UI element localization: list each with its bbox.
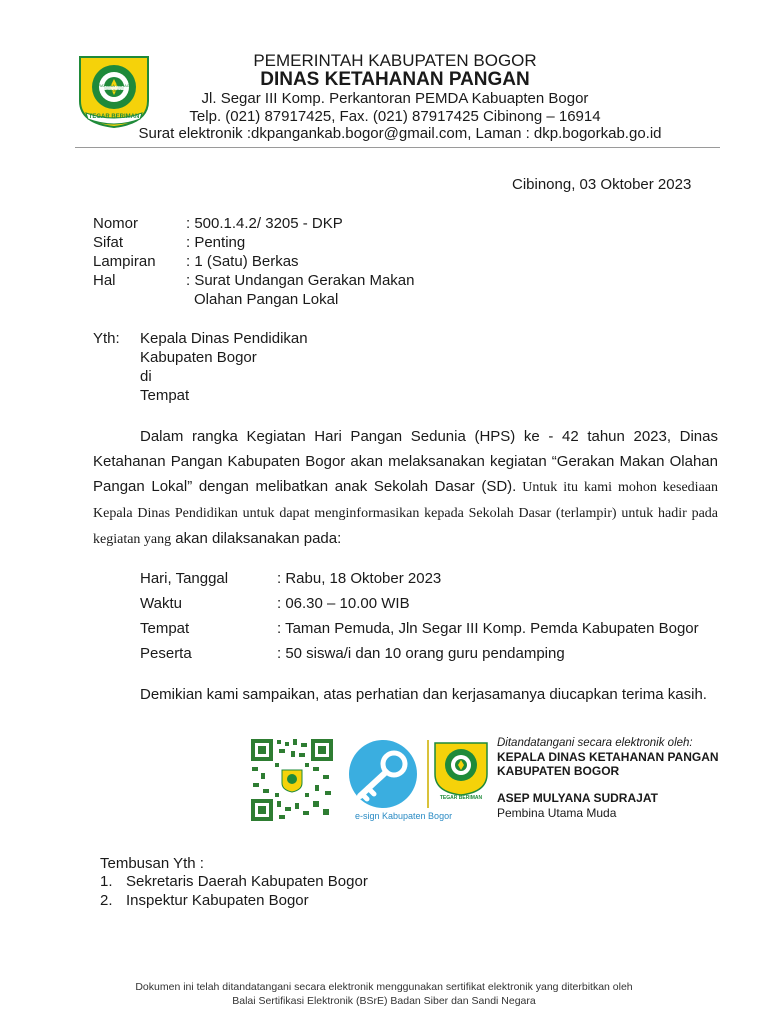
event-value-time: : 06.30 – 10.00 WIB (277, 595, 410, 612)
signature-divider (427, 740, 429, 808)
body-text-part-1: Dalam rangka Kegiatan Hari Pangan Sedunia (HPS) ke - 42 tahun 2023, Dinas Ketahanan Pangan Kabupaten Bogor akan melaksanakan kegiatan “Gerakan Makan Olahan Pangan Lokal” dengan melibatkan anak Sekolah Dasar (SD). (93, 428, 718, 495)
body-text-part-2: Untuk itu kami mohon kesediaan Kepala Dinas Pendidikan untuk dapat menginformasikan kepada Sekolah Dasar (terlampir) untuk hadir pada kegiatan yang (93, 480, 719, 547)
esign-caption: e-sign Kabupaten Bogor (355, 811, 453, 821)
footer-line-1: Dokumen ini telah ditandatangani secara elektronik menggunakan sertifikat elektronik yang diterbitkan oleh (135, 981, 633, 993)
recipient-prefix: Yth: (93, 330, 120, 347)
signer-title-2: KABUPATEN BOGOR (497, 764, 620, 778)
cc-title: Tembusan Yth : (100, 855, 204, 872)
recipient-line-4: Tempat (140, 387, 190, 404)
recipient-line-1: Kepala Dinas Pendidikan (140, 330, 308, 347)
body-paragraph (93, 424, 718, 552)
cc-item-2-text: Inspektur Kabupaten Bogor (126, 892, 309, 909)
logo-band-text: PRAYOGA TOHAGA SAYAGA (95, 83, 133, 93)
signature-coat-of-arms-icon (432, 740, 490, 796)
event-value-date: : Rabu, 18 Oktober 2023 (277, 570, 442, 587)
event-label-date: Hari, Tanggal (140, 570, 229, 587)
esign-key-icon (342, 738, 424, 810)
meta-value-nomor: : 500.1.4.2/ 3205 - DKP (186, 215, 343, 232)
meta-value-hal-cont: Olahan Pangan Lokal (194, 291, 339, 308)
meta-label-sifat: Sifat (93, 234, 124, 251)
event-value-participants: : 50 siswa/i dan 10 orang guru pendamping (277, 645, 565, 662)
letterhead-government: PEMERINTAH KABUPATEN BOGOR (253, 51, 537, 70)
qr-code-icon (249, 737, 335, 823)
signature-logo (432, 740, 490, 806)
footer-line-2: Balai Sertifikasi Elektronik (BSrE) Badan Siber dan Sandi Negara (232, 995, 536, 1007)
cc-item-1-text: Sekretaris Daerah Kabupaten Bogor (126, 873, 368, 890)
letter-date: Cibinong, 03 Oktober 2023 (512, 176, 692, 193)
cc-item-2-num: 2. (100, 892, 113, 909)
closing-sentence: Demikian kami sampaikan, atas perhatian dan kerjasamanya diucapkan terima kasih. (140, 686, 707, 703)
body-text-part-3: akan dilaksanakan pada: (171, 530, 342, 547)
letterhead-contact: Surat elektronik :dkpangankab.bogor@gmail.com, Laman : dkp.bogorkab.go.id (138, 125, 662, 142)
letterhead-divider (75, 147, 720, 148)
letterhead-phone: Telp. (021) 87917425, Fax. (021) 87917425 Cibinong – 16914 (189, 108, 601, 125)
letterhead-address: Jl. Segar III Komp. Perkantoran PEMDA Kabuapten Bogor (201, 90, 589, 107)
signer-name: ASEP MULYANA SUDRAJAT (497, 791, 658, 805)
signature-logo-ribbon: TEGAR BERIMAN (439, 795, 483, 801)
esign-logo (342, 738, 424, 822)
cc-item-1-num: 1. (100, 873, 113, 890)
letterhead-agency: DINAS KETAHANAN PANGAN (260, 69, 530, 90)
recipient-line-2: Kabupaten Bogor (140, 349, 257, 366)
signed-by-label: Ditandatangani secara elektronik oleh: (497, 737, 693, 749)
meta-label-hal: Hal (93, 272, 116, 289)
signer-rank: Pembina Utama Muda (497, 806, 617, 820)
meta-value-sifat: : Penting (186, 234, 246, 251)
event-value-place: : Taman Pemuda, Jln Segar III Komp. Pemda Kabupaten Bogor (277, 620, 699, 637)
meta-value-lampiran: : 1 (Satu) Berkas (186, 253, 299, 270)
meta-label-nomor: Nomor (93, 215, 139, 232)
signer-title-1: KEPALA DINAS KETAHANAN PANGAN (497, 750, 719, 764)
logo-ribbon-text: TEGAR BERIMAN (88, 114, 140, 120)
qr-code (249, 737, 335, 823)
recipient-line-3: di (140, 368, 152, 385)
meta-label-lampiran: Lampiran (93, 253, 156, 270)
event-label-time: Waktu (140, 595, 182, 612)
meta-value-hal: : Surat Undangan Gerakan Makan (186, 272, 415, 289)
event-label-place: Tempat (140, 620, 190, 637)
event-label-participants: Peserta (140, 645, 192, 662)
